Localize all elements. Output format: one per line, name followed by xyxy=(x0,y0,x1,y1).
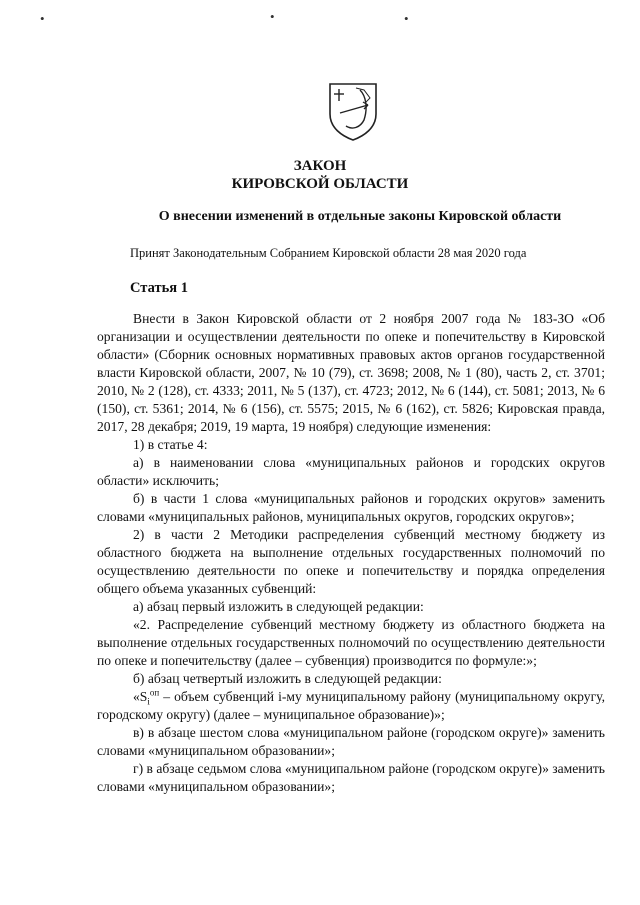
law-subtitle: О внесении изменений в отдельные законы Кировской области xyxy=(158,209,562,224)
scan-mark: • xyxy=(404,11,409,26)
paragraph: 2) в части 2 Методики распределения субвенций местному бюджету из областного бюджета на выполнение отдельных государственных полномочий по осуществлению деятельности по опеке и попечительству и порядка определения общего объема указанных субвенций: xyxy=(97,527,605,596)
paragraph: б) в части 1 слова «муниципальных районов и городских округов» заменить словами «муниципальных районов, муниципальных округов, городских округов»; xyxy=(97,491,605,524)
adoption-note: Принят Законодательным Собранием Кировской области 28 мая 2020 года xyxy=(130,246,527,260)
formula-symbol: «S xyxy=(133,689,148,704)
paragraph: в) в абзаце шестом слова «муниципальном районе (городском округе)» заменить словами «муниципальном образовании»; xyxy=(97,725,605,758)
article-heading: Статья 1 xyxy=(130,280,188,296)
formula-paragraph xyxy=(97,688,605,724)
paragraph: Внести в Закон Кировской области от 2 ноября 2007 года № 183-ЗО «Об организации и осуществлении деятельности по опеке и попечительству в Кировской области» (Сборник основных нормативных правовых актов органов государственной власти Кировской области, 2007, № 10 (79), ст. 3698; 2008, № 1 (80), часть 2, ст. 3701; 2010, № 2 (128), ст. 4333; 2011, № 5 (137), ст. 4723; 2012, № 6 (144), ст. 5081; 2013, № 6 (150), ст. 5361; 2014, № 6 (156), ст. 5575; 2015, № 6 (162), ст. 5826; Кировская правда, 2017, 28 декабря; 2019, 19 марта, 19 ноября) следующие изменения: xyxy=(97,311,605,434)
law-title: ЗАКОН xyxy=(293,158,347,174)
paragraph: б) абзац четвертый изложить в следующей редакции: xyxy=(133,671,442,686)
paragraph: а) абзац первый изложить в следующей редакции: xyxy=(133,599,424,614)
paragraph: а) в наименовании слова «муниципальных районов и городских округов области» исключить; xyxy=(97,455,605,488)
formula-superscript: оп xyxy=(149,687,160,698)
coat-of-arms-icon xyxy=(326,80,380,142)
formula-subscript: i xyxy=(147,696,150,707)
paragraph: 1) в статье 4: xyxy=(133,437,208,452)
scan-mark: • xyxy=(270,9,275,24)
paragraph: «2. Распределение субвенций местному бюджету из областного бюджета на выполнение отдельных государственных полномочий по осуществлению деятельности по опеке и попечительству (далее – субвенция) производится по формуле:»; xyxy=(97,617,605,668)
law-region-title: КИРОВСКОЙ ОБЛАСТИ xyxy=(231,176,409,192)
article-body xyxy=(97,310,605,796)
formula-text: – объем субвенций i-му муниципальному району (муниципальному округу, городскому округу) (далее – муниципальное образование)»; xyxy=(97,689,605,722)
scan-mark: • xyxy=(40,11,45,26)
paragraph: г) в абзаце седьмом слова «муниципальном районе (городском округе)» заменить словами «муниципальном образовании»; xyxy=(97,761,605,794)
